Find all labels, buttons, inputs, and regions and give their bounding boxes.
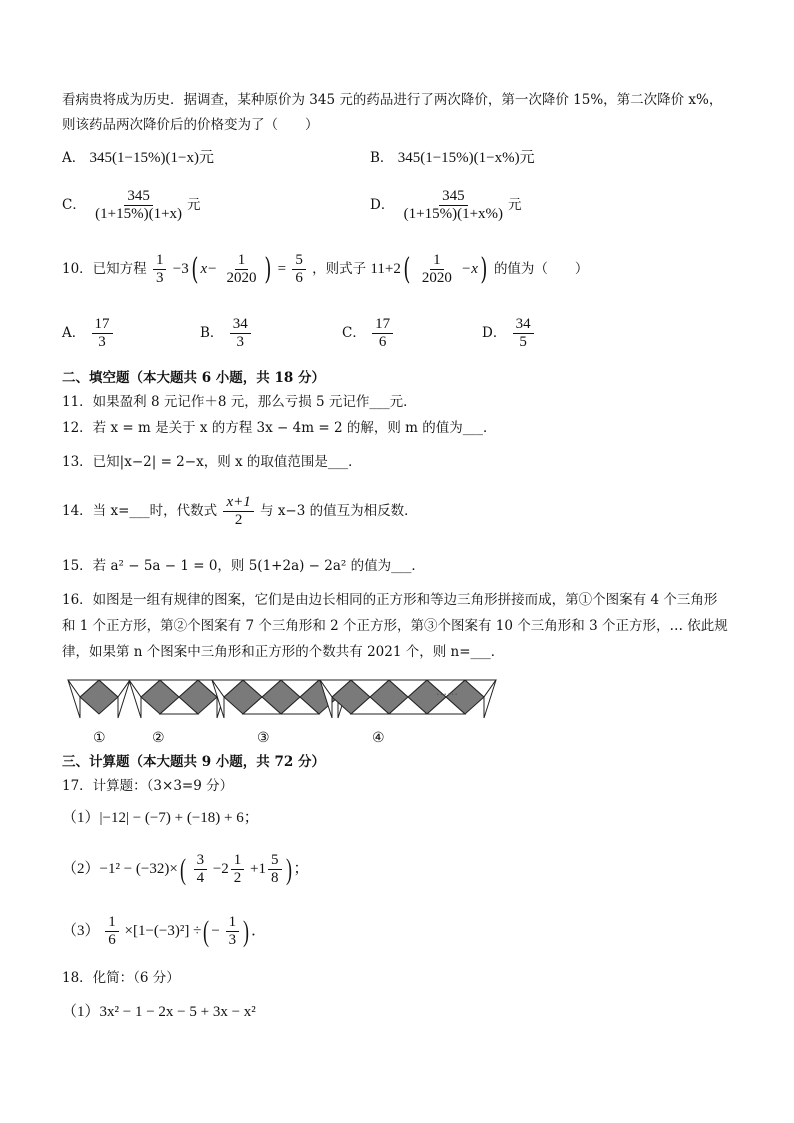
fraction-numerator: x+1 — [223, 494, 253, 512]
fraction — [226, 914, 240, 949]
option-fraction — [92, 188, 185, 223]
fraction-denominator: 2020 — [421, 270, 452, 286]
option-expression: 345(1−15%)(1−x%)元 — [397, 150, 535, 166]
fraction-numerator: 5 — [292, 252, 306, 270]
q16-line2: 和 1 个正方形，第②个图案有 7 个三角形和 2 个正方形，第③个图案有 10 个三角形和 3 个正方形，… 依此规 — [62, 618, 728, 634]
minus-sign: − — [211, 922, 220, 939]
fraction-denominator: 4 — [196, 870, 205, 886]
q9-option-d[interactable] — [370, 188, 522, 223]
q17-part3 — [62, 914, 266, 949]
q10-tail: 的值为（ ） — [493, 261, 589, 277]
q17-p3-mid: ×[1−(−3)²] ÷ — [124, 922, 202, 939]
fraction — [153, 252, 167, 287]
q9-stem-line2: 则该药品两次降价后的价格变为了（ ） — [62, 117, 319, 133]
unit-label: 元 — [187, 197, 201, 213]
fraction — [268, 852, 282, 887]
option-label: B． — [370, 150, 394, 166]
option-fraction — [230, 316, 251, 351]
fraction-numerator: 34 — [513, 316, 534, 334]
fraction-numerator: 3 — [194, 852, 208, 870]
q18-title: 18．化简：（6 分） — [62, 970, 180, 986]
fraction-denominator: 3 — [236, 334, 244, 350]
q17-part2 — [62, 852, 309, 887]
fraction-denominator: (1+15%)(1+x%) — [403, 206, 504, 222]
option-fraction — [513, 316, 534, 351]
fraction — [231, 852, 245, 887]
option-label: C． — [62, 197, 86, 213]
fraction-denominator: 6 — [295, 270, 303, 286]
q17-p2-term: −2 — [212, 860, 229, 877]
fraction — [194, 852, 208, 887]
option-label: D． — [482, 325, 507, 341]
q16-line3: 律，如果第 n 个图案中三角形和正方形的个数共有 2021 个，则 n=___． — [62, 644, 505, 660]
q12: 12．若 x = m 是关于 x 的方程 3x − 4m = 2 的解，则 m 的值为___． — [62, 420, 497, 436]
option-label: A． — [62, 150, 86, 166]
q10-stem — [62, 252, 588, 287]
fraction-numerator: 1 — [231, 852, 245, 870]
option-label: B． — [200, 325, 224, 341]
fraction-denominator: 2 — [233, 870, 242, 886]
q17-title: 17．计算题：（3×3=9 分） — [62, 778, 234, 794]
option-fraction — [401, 188, 506, 223]
q16-line1: 16．如图是一组有规律的图案，它们是由边长相同的正方形和等边三角形拼接而成，第①个图案有 4 个三角形 — [62, 592, 718, 608]
q17-p3-end: ． — [251, 922, 267, 939]
q17-p3-pre: （3） — [62, 922, 100, 939]
fraction-numerator: 17 — [92, 316, 113, 334]
fraction-numerator: 34 — [230, 316, 251, 334]
fraction-denominator: 2020 — [226, 270, 257, 286]
fraction-numerator: 1 — [105, 914, 119, 932]
option-expression: 345(1−15%)(1−x)元 — [89, 150, 214, 166]
fraction-denominator: 6 — [108, 932, 116, 948]
fraction — [105, 914, 119, 949]
q17-p2-term: +1 — [250, 860, 267, 877]
right-paren: ) — [243, 914, 250, 948]
fraction-denominator: 6 — [378, 334, 387, 350]
right-paren: ) — [263, 251, 271, 287]
q10-expression: 11+2 — [370, 261, 401, 277]
fraction-denominator: (1+15%)(1+x) — [95, 206, 183, 222]
right-paren: ) — [480, 251, 488, 287]
option-fraction — [372, 316, 393, 351]
q14 — [62, 494, 418, 529]
q10-option-d[interactable] — [482, 316, 536, 351]
q10-connector: ，则式子 — [312, 261, 367, 277]
q11: 11．如果盈利 8 元记作＋8 元，那么亏损 5 元记作___元． — [62, 394, 417, 410]
q9-option-c[interactable] — [62, 188, 201, 223]
fraction-numerator: 345 — [439, 188, 468, 206]
fraction — [292, 252, 306, 287]
q10-option-c[interactable] — [342, 316, 395, 351]
q10-option-a[interactable] — [62, 316, 115, 351]
q18-part1: （1）3x² − 1 − 2x − 5 + 3x − x² — [62, 1004, 256, 1020]
fraction-denominator: 5 — [519, 334, 527, 350]
left-paren: ( — [203, 914, 210, 948]
q17-part1: （1）|−12| − (−7) + (−18) + 6； — [62, 810, 259, 826]
option-label: A． — [62, 325, 86, 341]
figure-label-1: ① — [93, 730, 106, 746]
fraction-denominator: 3 — [228, 932, 237, 948]
q16-pattern-figures — [0, 670, 794, 730]
left-paren: ( — [179, 852, 186, 886]
fraction-numerator: 345 — [124, 188, 153, 206]
right-paren: ) — [285, 852, 292, 886]
left-paren: ( — [403, 251, 411, 287]
q14-pre: 14．当 x=___时，代数式 — [62, 503, 218, 519]
fraction-numerator: 1 — [226, 914, 240, 932]
section-2-heading: 二、填空题（本大题共 6 小题，共 18 分） — [62, 370, 325, 386]
fraction-numerator: 17 — [372, 316, 393, 334]
left-paren: ( — [191, 251, 199, 287]
q17-p2-end: ； — [293, 860, 309, 877]
fraction-denominator: 3 — [98, 334, 106, 350]
fraction-denominator: 3 — [155, 270, 164, 286]
fraction-denominator: 2 — [234, 512, 243, 528]
fraction-numerator: 1 — [235, 252, 249, 270]
option-label: D． — [370, 197, 395, 213]
fraction-numerator: 1 — [430, 252, 444, 270]
pattern-ellipsis: …… — [436, 685, 458, 698]
q10-minus-x: −x — [461, 261, 478, 277]
figure-label-3: ③ — [257, 730, 270, 746]
option-fraction — [92, 316, 113, 351]
fraction-numerator: 5 — [268, 852, 282, 870]
fraction-numerator: 1 — [153, 252, 167, 270]
option-label: C． — [342, 325, 366, 341]
q14-post: 与 x−3 的值互为相反数． — [260, 503, 418, 519]
q10-x-minus: x− — [200, 261, 218, 277]
figure-label-4: ④ — [372, 730, 385, 746]
q17-p2-pre: （2）−1² − (−32)× — [62, 860, 178, 877]
q9-option-b[interactable] — [370, 148, 535, 168]
fraction-denominator: 8 — [271, 870, 279, 886]
q15: 15．若 a² − 5a − 1 = 0，则 5(1+2a) − 2a² 的值为___． — [62, 558, 425, 574]
equals-sign: = — [277, 261, 287, 277]
q10-lead: 10．已知方程 — [62, 261, 147, 277]
figure-label-2: ② — [152, 730, 165, 746]
q9-stem-line1: 看病贵将成为历史．据调查，某种原价为 345 元的药品进行了两次降价，第一次降价 15%，第二次降价 x%， — [62, 92, 723, 108]
fraction — [419, 252, 455, 287]
q9-option-a[interactable] — [62, 148, 214, 168]
q13: 13．已知|x−2| = 2−x，则 x 的取值范围是___． — [62, 454, 362, 470]
section-3-heading: 三、计算题（本大题共 9 小题，共 72 分） — [62, 754, 325, 770]
fraction — [224, 252, 260, 287]
fraction — [223, 494, 253, 529]
q10-operator: −3 — [172, 261, 189, 277]
q10-option-b[interactable] — [200, 316, 253, 351]
unit-label: 元 — [508, 197, 522, 213]
